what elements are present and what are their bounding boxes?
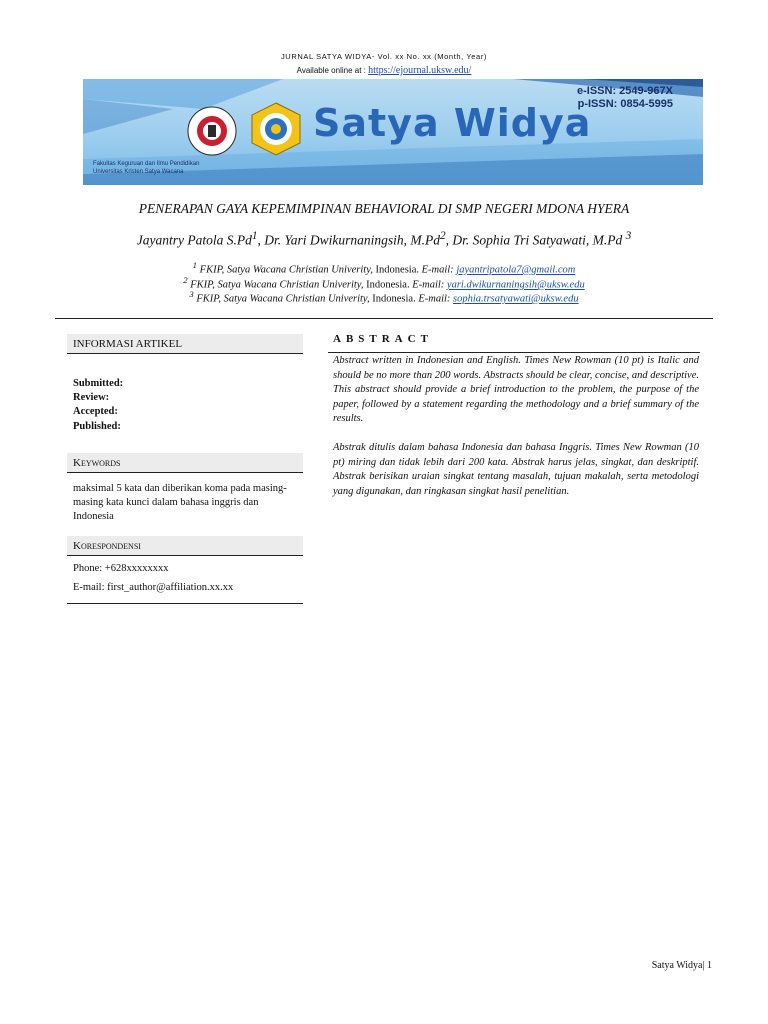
affiliation-3-country: Indonesia. bbox=[372, 293, 416, 305]
article-info-heading: INFORMASI ARTIKEL bbox=[67, 334, 303, 354]
journal-url-link[interactable]: https://ejournal.uksw.edu/ bbox=[368, 65, 472, 76]
author-2-sup: 2 bbox=[440, 230, 446, 242]
banner-title: Satya Widya bbox=[313, 101, 592, 145]
author-1: Jayantry Patola S.Pd bbox=[136, 232, 252, 248]
faculty-line-1: Fakultas Keguruan dan Ilmu Pendidikan bbox=[93, 161, 200, 167]
submitted-label: Submitted: bbox=[73, 378, 124, 389]
affiliation-3-email-label: E-mail: bbox=[418, 293, 451, 305]
affiliation-1-text: FKIP, Satya Wacana Christian Univerity, bbox=[199, 264, 373, 276]
affiliation-3-email-link[interactable]: sophia.trsatyawati@uksw.edu bbox=[453, 293, 579, 305]
page-footer: Satya Widya| 1 bbox=[651, 960, 712, 971]
correspondence-phone: Phone: +628xxxxxxxx bbox=[73, 563, 169, 574]
affiliation-2-country: Indonesia. bbox=[366, 279, 410, 291]
affiliation-3-text: FKIP, Satya Wacana Christian Univerity, bbox=[196, 293, 370, 305]
published-label: Published: bbox=[73, 421, 121, 432]
faculty-line-2: Universitas Kristen Satya Wacana bbox=[93, 169, 184, 175]
e-issn: e-ISSN: 2549-967X bbox=[577, 85, 673, 97]
affiliation-3-sup: 3 bbox=[189, 289, 194, 299]
affiliation-1-country: Indonesia. bbox=[375, 264, 419, 276]
author-2: Dr. Yari Dwikurnaningsih, M.Pd bbox=[264, 232, 440, 248]
university-logo bbox=[179, 103, 245, 159]
abstract-english: Abstract written in Indonesian and English. Times New Rowman (10 pt) is Italic and should be no more than 200 words. Abstracts should be clear, concise, and descriptive. This abstract should provide a brief introduction to the problem, the purpose of the paper, followed by a statement regarding the methodology and a brief summary of the results. bbox=[333, 355, 699, 424]
affiliation-2-sup: 2 bbox=[183, 275, 188, 285]
available-prefix: Available online at : bbox=[296, 66, 366, 75]
accepted-label: Accepted: bbox=[73, 406, 118, 417]
abstract-rule bbox=[328, 352, 700, 353]
paper-title: PENERAPAN GAYA KEPEMIMPINAN BEHAVIORAL DI SMP NEGERI MDONA HYERA bbox=[138, 201, 630, 216]
correspondence-email: E-mail: first_author@affiliation.xx.xx bbox=[73, 582, 234, 593]
affiliation-2-email-link[interactable]: yari.dwikurnaningsih@uksw.edu bbox=[446, 279, 585, 291]
affiliation-1-sup: 1 bbox=[192, 260, 198, 270]
review-label: Review: bbox=[73, 392, 110, 403]
journal-running-header: JURNAL SATYA WIDYA- Vol. xx No. xx (Month, Year) bbox=[280, 52, 488, 61]
affiliation-2-email-label: E-mail: bbox=[412, 279, 445, 291]
affiliation-1 bbox=[0, 260, 768, 276]
keywords-heading: Keywords bbox=[67, 453, 303, 473]
section-divider bbox=[55, 318, 713, 319]
p-issn: p-ISSN: 0854-5995 bbox=[577, 98, 673, 110]
correspondence-heading: Korespondensi bbox=[67, 536, 303, 556]
author-3: Dr. Sophia Tri Satyawati, M.Pd bbox=[452, 232, 623, 248]
affiliation-1-email-link[interactable]: jayantripatola7@gmail.com bbox=[456, 264, 576, 276]
abstract-heading: ABSTRACT bbox=[333, 333, 433, 345]
sidebar-bottom-rule bbox=[67, 603, 303, 604]
affiliation-3 bbox=[0, 289, 768, 305]
fkip-logo bbox=[248, 101, 304, 157]
abstract-indonesian: Abstrak ditulis dalam bahasa Indonesia dan bahasa Inggris. Times New Rowman (10 pt) miring dan tidak lebih dari 200 kata. Abstrak harus jelas, singkat, dan deskriptif. Abstrak berisikan uraian singkat tentang masalah, tujuan makalah, serta metodologi yang digunakan, dan ringkasan singkat hasil penelitian. bbox=[333, 442, 699, 497]
affiliation-1-email-label: E-mail: bbox=[421, 264, 454, 276]
author-list: Jayantry Patola S.Pd$^1$, Dr. Yari Dwikurnaningsih, M.Pd$^2$, Dr. Sophia Tri Satyawati, M.Pd $^3$ bbox=[136, 230, 632, 248]
journal-banner bbox=[83, 79, 703, 185]
available-online-line bbox=[0, 65, 768, 76]
author-1-sup: 1 bbox=[251, 230, 258, 242]
affiliation-2-text: FKIP, Satya Wacana Christian Univerity, bbox=[190, 279, 364, 291]
author-3-sup: 3 bbox=[625, 230, 632, 242]
keywords-text: maksimal 5 kata dan diberikan koma pada masing-masing kata kunci dalam bahasa inggris dan Indonesia bbox=[73, 483, 287, 522]
